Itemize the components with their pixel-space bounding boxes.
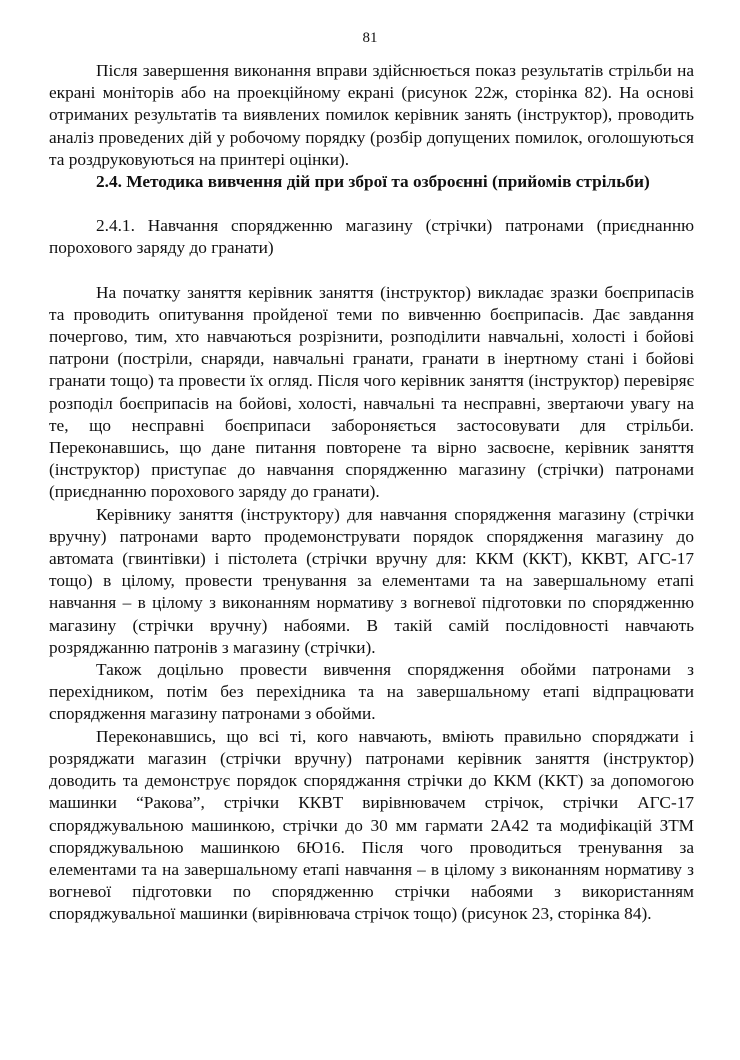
page-number: 81 bbox=[362, 30, 378, 46]
section-heading: 2.4. Методика вивчення дій при зброї та озброєнні (прийомів стрільби) bbox=[96, 172, 650, 192]
paragraph-ammunition-survey: На початку заняття керівник заняття (інструктор) викладає зразки боєприпасів та проводить опитування пройденої теми по вивченню боєприпасів. Дає завдання почергово, тим, хто навчаються розрізнити, розподілити навчальні, холості і бойові патрони (постріли, снаряди, навчальні гранати, гранати в інертному стані і бойові гранати тощо) та провести їх огляд. Після чого керівник заняття (інструктор) перевіряє розподіл боєприпасів на бойові, холості, навчальні та несправні, звертаючи увагу на те, що несправні боєприпаси забороняється застосовувати для стрільби. Переконавшись, що дане питання повторене та вірно засвоєне, керівник заняття (інструктор) приступає до навчання спорядженню магазину (стрічки) патронами (приєднанню порохового заряду до гранати). bbox=[49, 282, 694, 502]
paragraph-results-display: Після завершення виконання вправи здійснюється показ результатів стрільби на екрані моніторів або на проекційному екрані (рисунок 22ж, сторінка 82). На основі отриманих результатів та виявлених помилок керівник занять (інструктор), проводить аналіз проведених дій у робочому порядку (розбір допущених помилок, оголошуються та роздруковуються на принтері оцінки). bbox=[49, 61, 694, 169]
paragraph-magazine-loading: Керівнику заняття (інструктору) для навчання спорядження магазину (стрічки вручну) патронами варто продемонструвати порядок спорядження магазину до автомата (гвинтівки) і пістолета (стрічки вручну для: ККМ (ККТ), ККВТ, АГС-17 тощо) в цілому, провести тренування за елементами та на завершальному етапі навчання – в цілому з виконанням нормативу з вогневої підготовки по спорядженню магазину (стрічки вручну) набоями. В такій самій послідовності навчають розряджанню патронів з магазину (стрічки). bbox=[49, 504, 694, 657]
document-body bbox=[49, 60, 694, 926]
paragraph-clip-loading: Також доцільно провести вивчення спорядження обойми патронами з перехідником, потім без перехідника та на завершальному етапі відпрацювати спорядження магазину патронами з обойми. bbox=[49, 660, 694, 724]
subsection-heading: 2.4.1. Навчання спорядженню магазину (стрічки) патронами (приєднанню порохового заряду до гранати) bbox=[49, 216, 694, 258]
paragraph-belt-loading: Переконавшись, що всі ті, кого навчають, вміють правильно споряджати і розряджати магазин (стрічки вручну) патронами керівник заняття (інструктор) доводить та демонструє порядок споряджання стрічки до ККМ (ККТ) за допомогою машинки “Ракова”, стрічки ККВТ вирівнювачем стрічок, стрічки АГС-17 споряджувальною машинкою, стрічки до 30 мм гармати 2А42 та модифікацій ЗТМ споряджувальною машинкою 6Ю16. Після чого проводиться тренування за елементами та на завершальному етапі навчання – в цілому з виконанням нормативу з вогневої підготовки по спорядженню стрічки набоями з використанням споряджувальної машинки (вирівнювача стрічок тощо) (рисунок 23, сторінка 84). bbox=[49, 726, 694, 924]
